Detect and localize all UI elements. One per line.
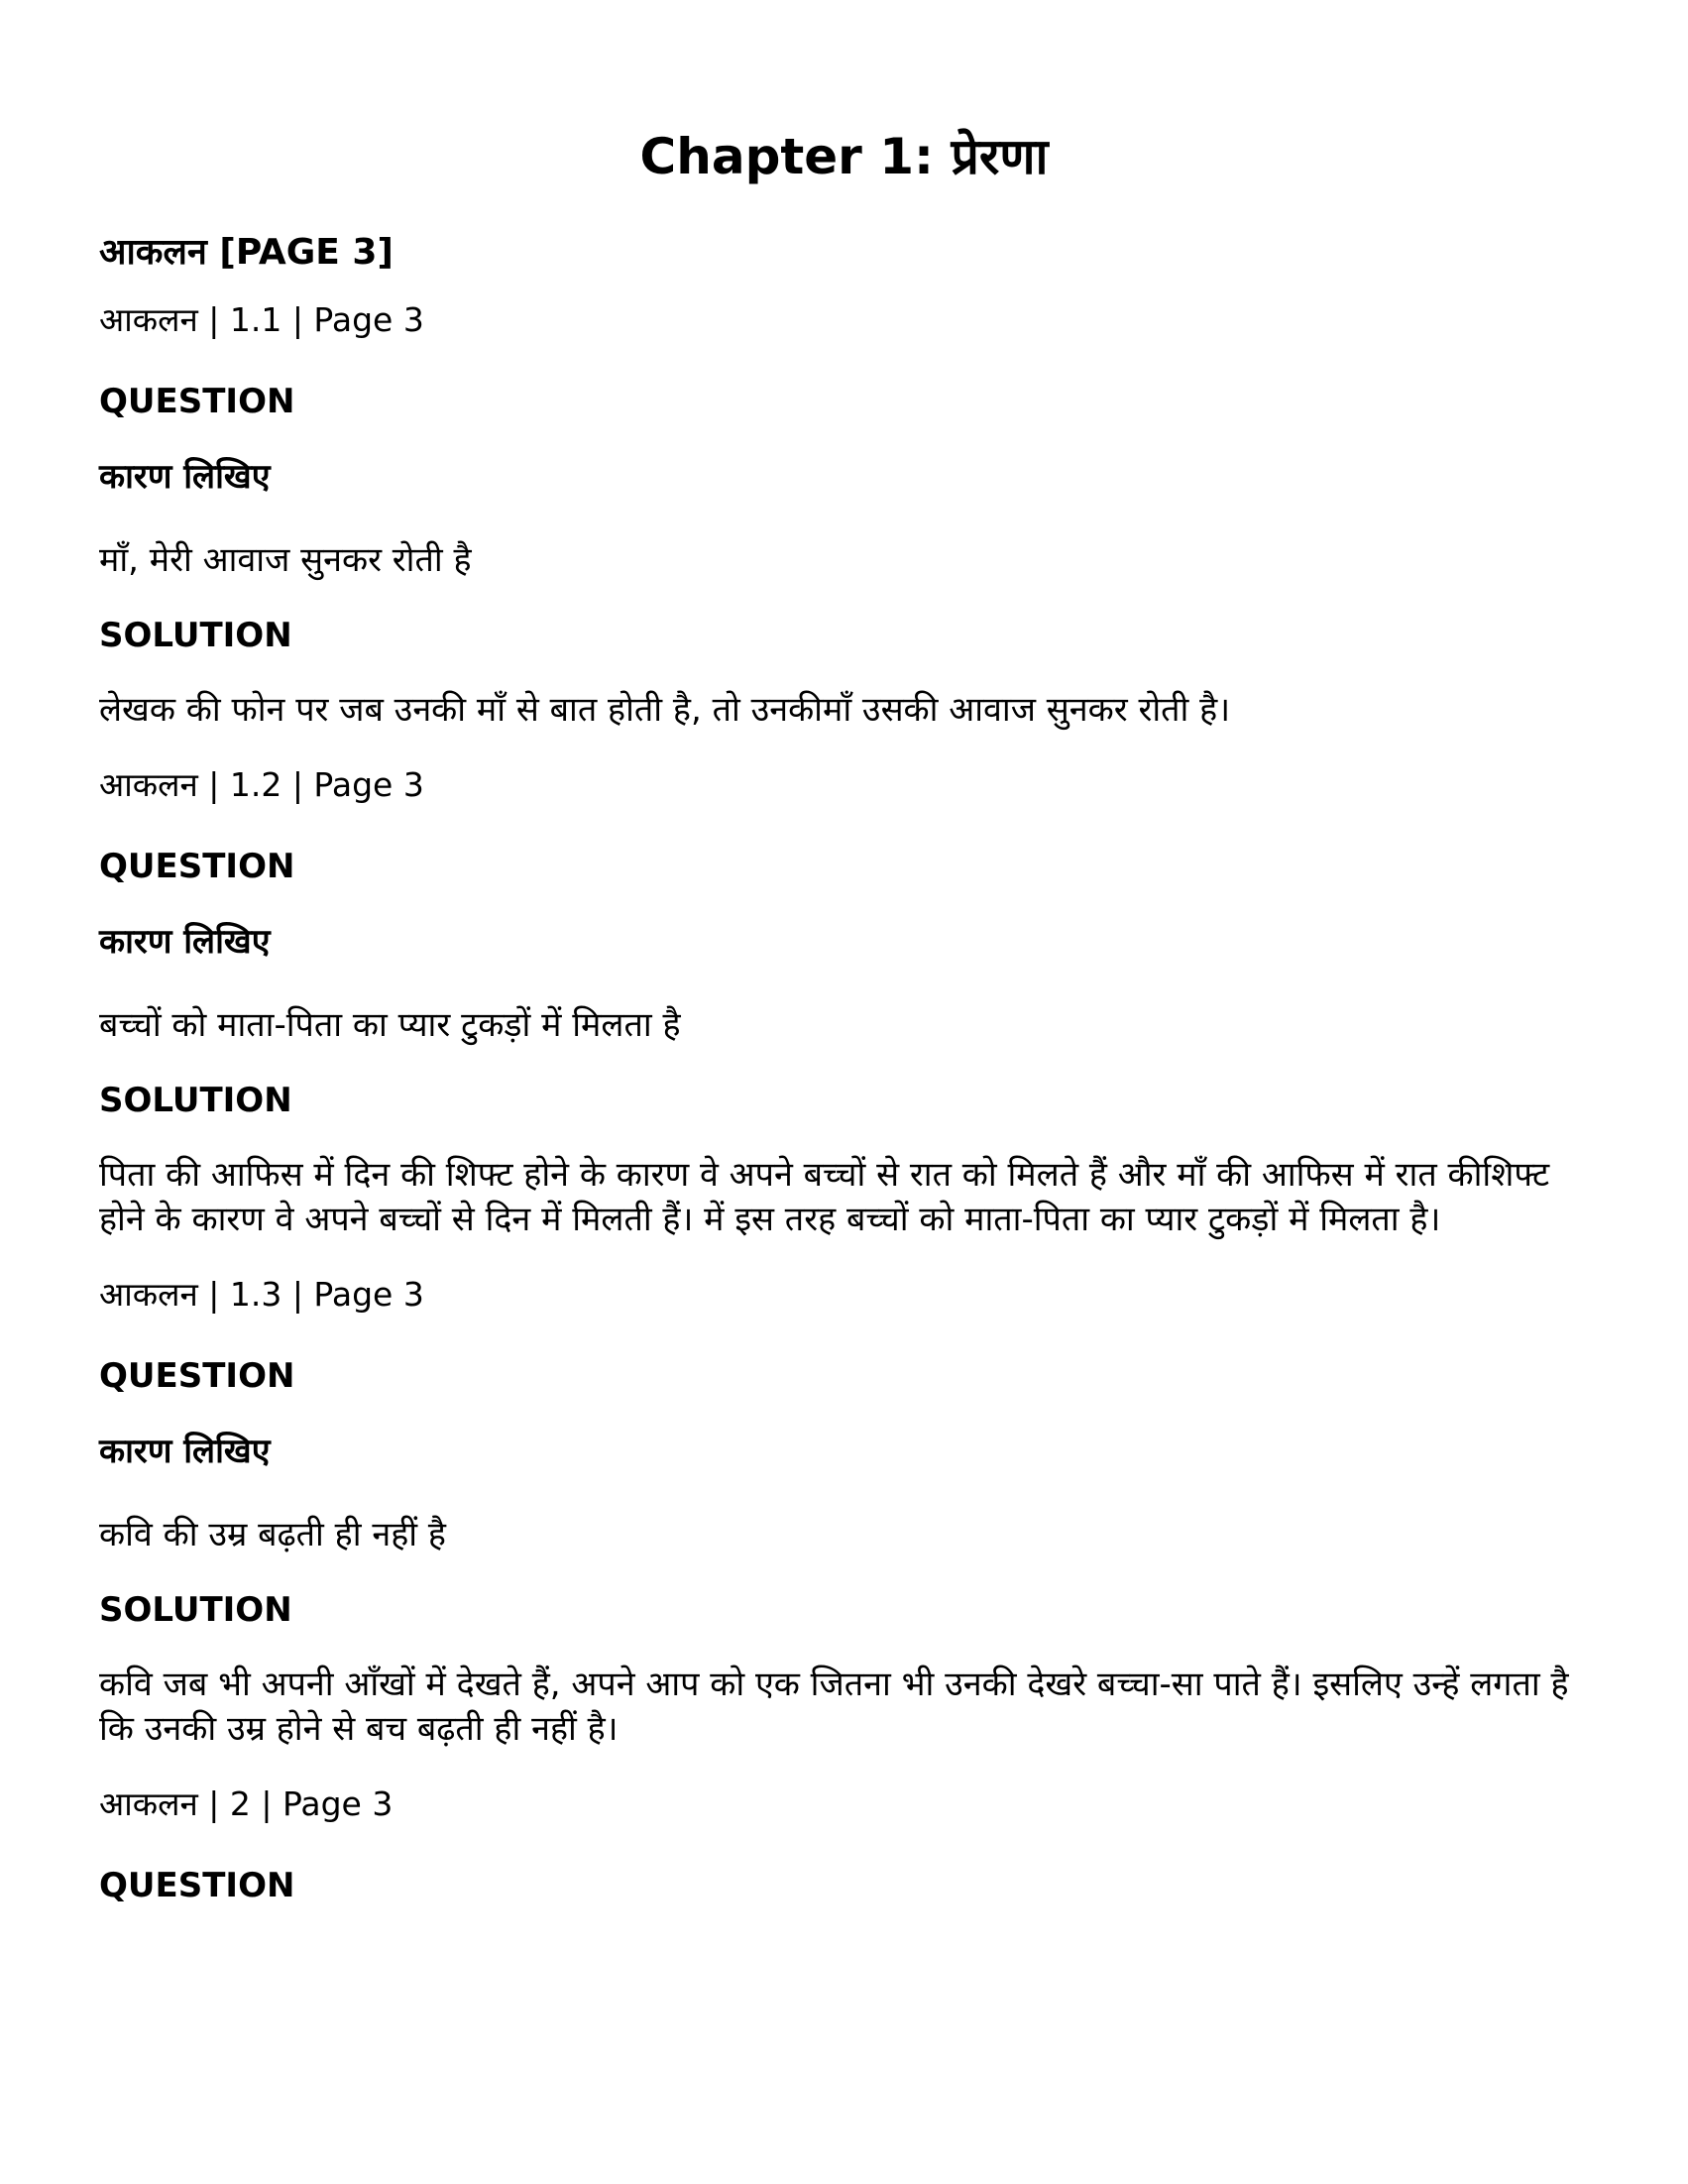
solution-text: पिता की आफिस में दिन की शिफ्ट होने के कारण वे अपने बच्चों से रात को मिलते हैं और माँ की आफिस में रात कीशिफ्ट होने के कारण वे अपने बच्चों से दिन में मिलती हैं। में इस तरह बच्चों को माता-पिता का प्यार टुकड़ों में मिलता है। [99,1155,1550,1239]
question-label: QUESTION [99,847,295,886]
question-label: QUESTION [99,1866,295,1905]
page-content [99,228,1586,1938]
question-reference: आकलन | 1.2 | Page 3 [99,765,424,804]
question-title: कारण लिखिए [99,922,271,962]
qa-item-1-2 [99,762,1586,1242]
solution-label: SOLUTION [99,616,292,655]
question-reference: आकलन | 2 | Page 3 [99,1784,394,1823]
question-title: कारण लिखिए [99,1432,271,1471]
qa-item-1-1 [99,297,1586,733]
question-text: माँ, मेरी आवाज सुनकर रोती है [99,540,472,580]
qa-item-2 [99,1782,1586,1938]
question-text: बच्चों को माता-पिता का प्यार टुकड़ों में मिलता है [99,1005,681,1045]
section-heading: आकलन [PAGE 3] [99,232,394,273]
chapter-title: Chapter 1: प्रेरणा [639,128,1049,185]
question-text: कवि की उम्र बढ़ती ही नहीं है [99,1515,446,1554]
question-title: कारण लिखिए [99,457,271,497]
solution-text: कवि जब भी अपनी आँखों में देखते हैं, अपने आप को एक जितना भी उनकी देखरे बच्चा-सा पाते हैं। इसलिए उन्हें लगता है कि उनकी उम्र होने से बच बढ़ती ही नहीं है। [99,1665,1569,1749]
question-label: QUESTION [99,1356,295,1396]
qa-item-1-3 [99,1272,1586,1752]
solution-label: SOLUTION [99,1081,292,1120]
question-reference: आकलन | 1.3 | Page 3 [99,1275,424,1314]
solution-text: लेखक की फोन पर जब उनकी माँ से बात होती है, तो उनकीमाँ उसकी आवाज सुनकर रोती है। [99,690,1231,730]
solution-label: SOLUTION [99,1590,292,1630]
question-reference: आकलन | 1.1 | Page 3 [99,300,424,339]
question-label: QUESTION [99,382,295,421]
